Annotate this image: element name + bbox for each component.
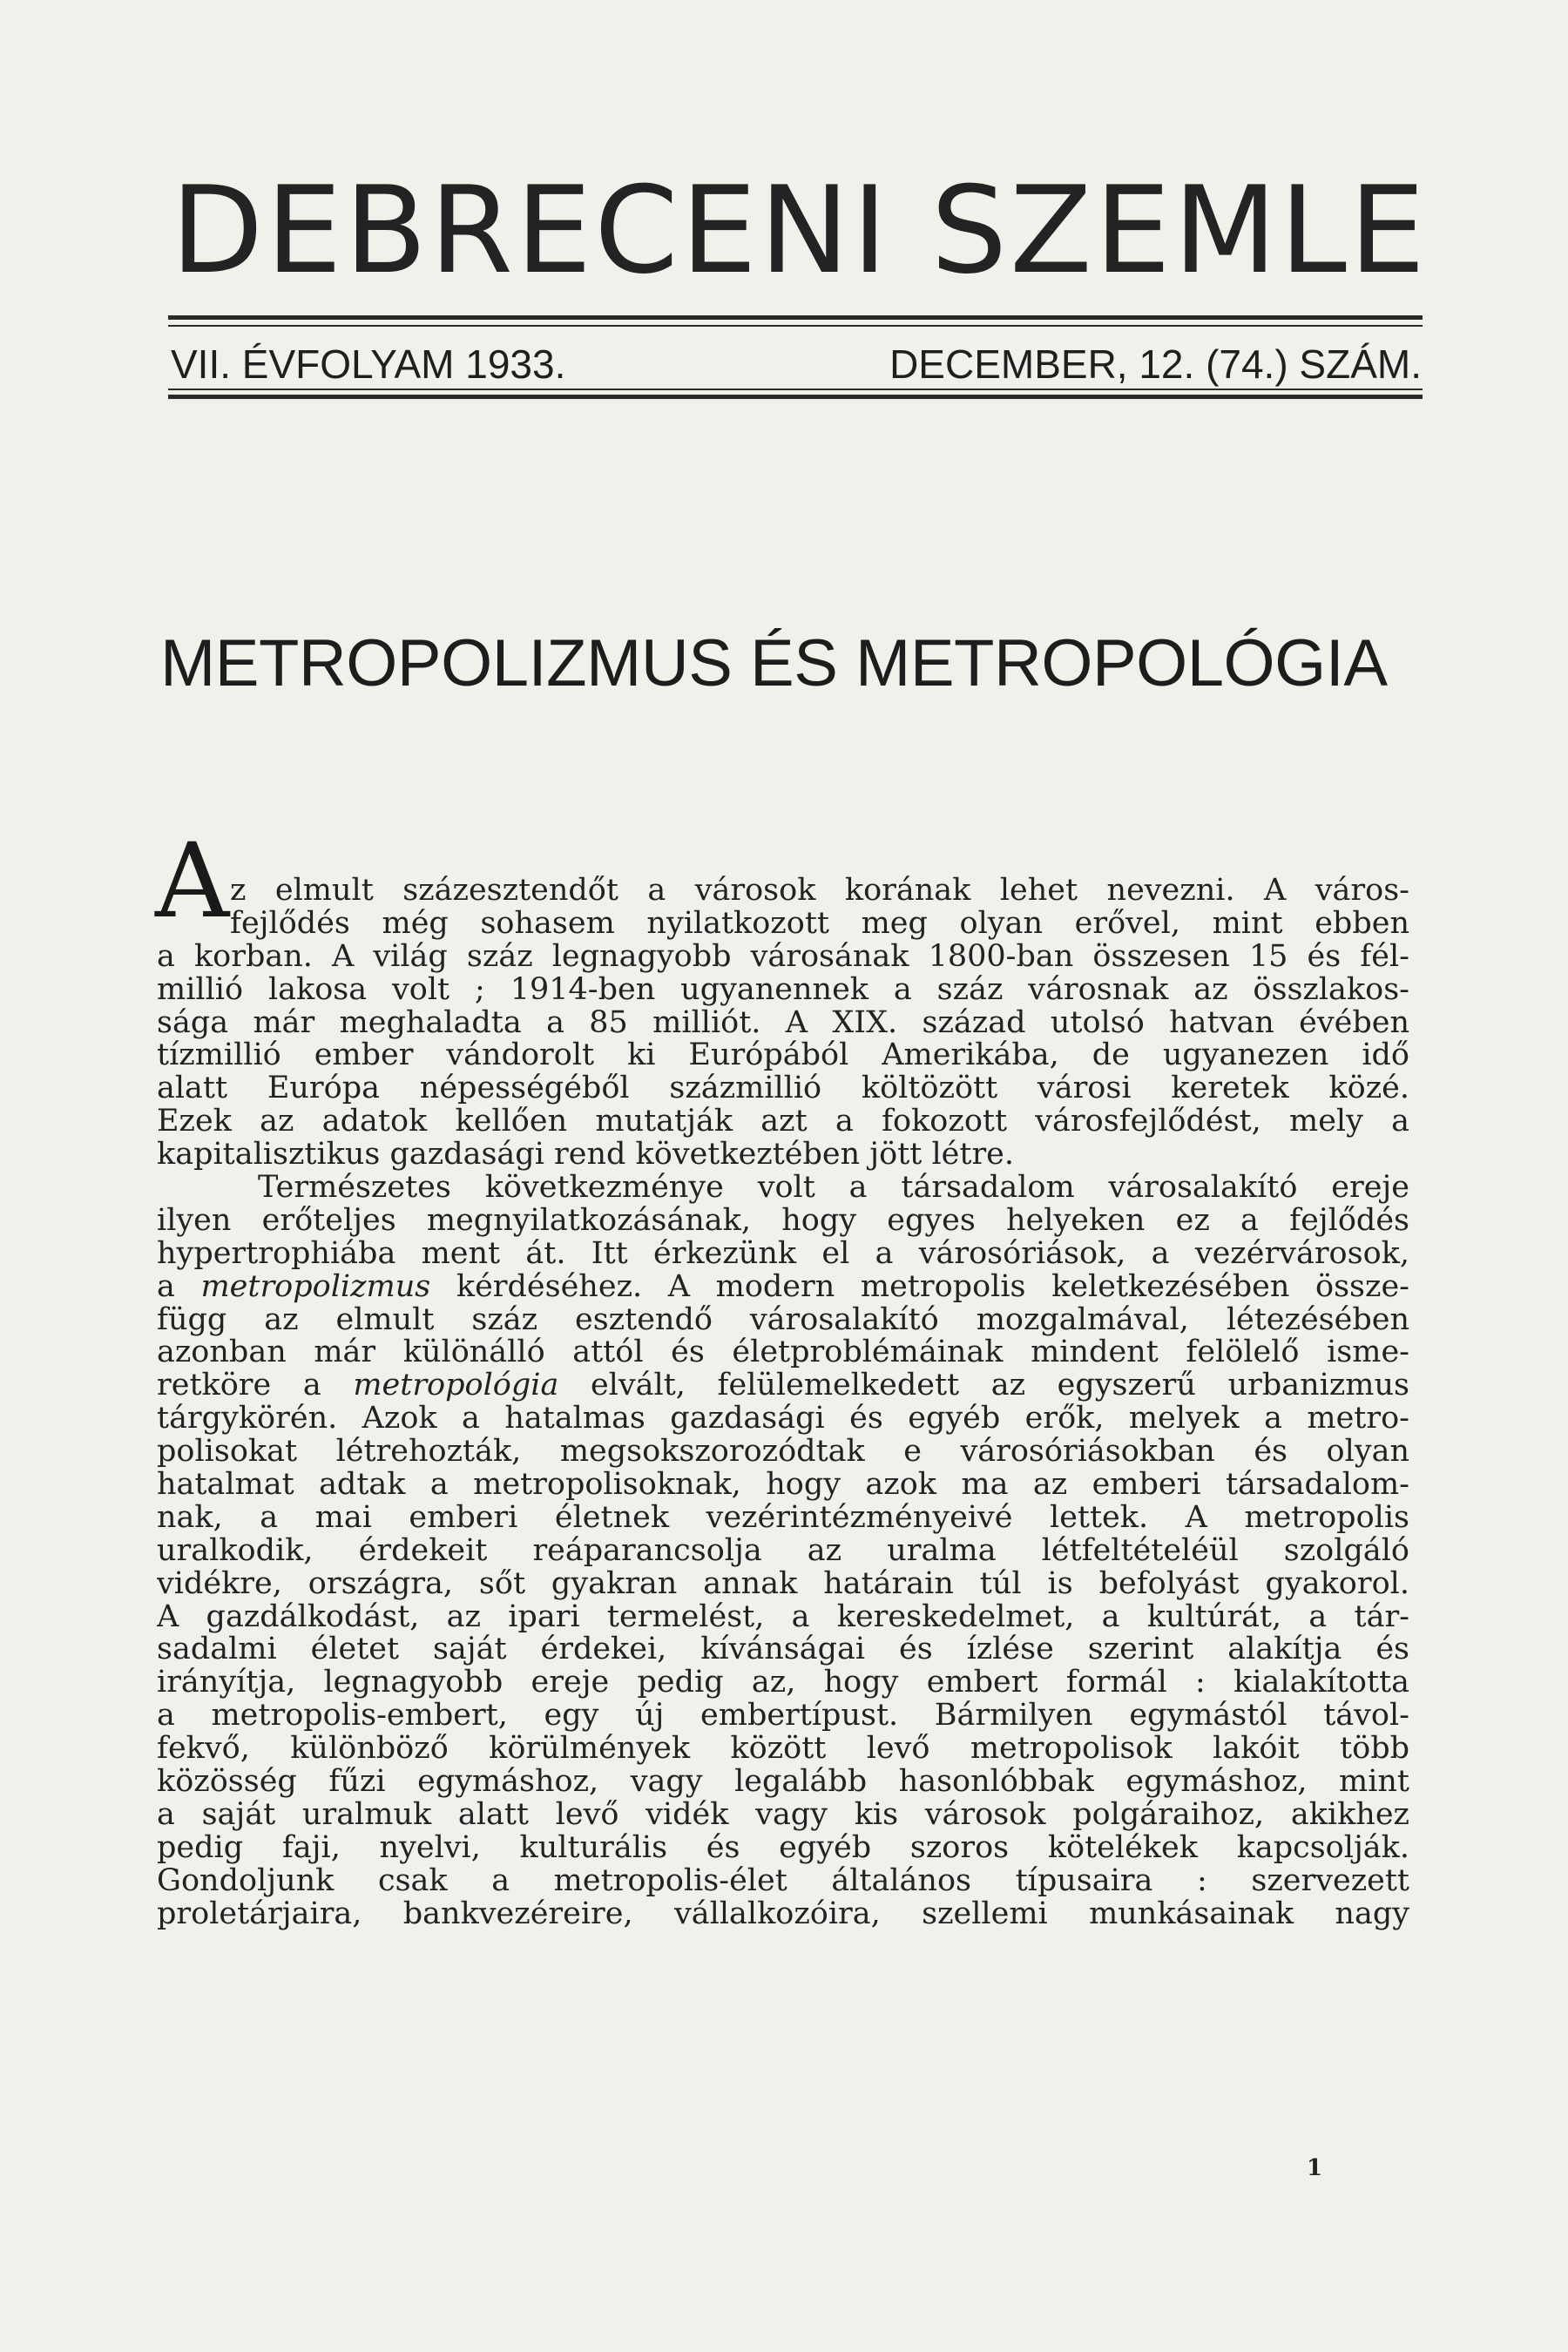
body-text-segment: tízmillió ember vándorolt ki Európából Amerikába, de ugyanezen idő [157, 1039, 1409, 1073]
body-text-segment: sága már meghaladta a 85 milliót. A XIX. század utolsó hatvan évében [157, 1006, 1409, 1040]
body-line [157, 1633, 1409, 1666]
body-line [157, 1766, 1409, 1799]
body-text-segment: A gazdálkodást, az ipari termelést, a kereskedelmet, a kultúrát, a tár- [157, 1600, 1409, 1634]
body-line [157, 1733, 1409, 1766]
body-line [157, 1666, 1409, 1700]
body-italic-term: metropolizmus [200, 1270, 431, 1304]
body-line [157, 1007, 1409, 1040]
body-line [157, 974, 1409, 1007]
body-line [157, 1304, 1409, 1337]
body-text-segment: tárgykörén. Azok a hatalmas gazdasági és egyéb erők, melyek a metro- [157, 1402, 1409, 1436]
article-title: METROPOLIZMUS ÉS METROPOLÓGIA [160, 626, 1388, 700]
masthead-rule-top-thin [168, 325, 1423, 327]
drop-cap: A [155, 821, 230, 941]
body-line [157, 1402, 1409, 1436]
body-line [157, 941, 1409, 974]
body-text-segment: proletárjaira, bankvezéreire, vállalkozóira, szellemi munkásainak nagy [157, 1897, 1409, 1931]
body-text-segment: nak, a mai emberi életnek vezérintézményeivé lettek. A metropolis [157, 1501, 1409, 1535]
body-line [157, 1799, 1409, 1832]
body-line [157, 1601, 1409, 1634]
body-text-segment: Gondoljunk csak a metropolis-élet általános típusaira : szervezett [157, 1864, 1409, 1898]
body-line [157, 1568, 1409, 1601]
body-text-segment: z elmult százesztendőt a városok korának lehet nevezni. A város- [230, 875, 1409, 908]
body-text-segment: a korban. A világ száz legnagyobb városának 1800-ban összesen 15 és fél- [157, 940, 1409, 974]
body-line [157, 1502, 1409, 1535]
body-text-segment: uralkodik, érdekeit reáparancsolja az uralma létfeltételéül szolgáló [157, 1534, 1409, 1568]
body-text-segment: a [157, 1270, 201, 1304]
body-text-segment: vidékre, országra, sőt gyakran annak határain túl is befolyást gyakorol. [157, 1567, 1409, 1601]
body-text-segment: fekvő, különböző körülmények között levő metropolisok lakóit több [157, 1733, 1409, 1767]
masthead-rule-top-thick [168, 315, 1423, 320]
body-line [157, 1205, 1409, 1238]
body-line [157, 1172, 1409, 1205]
body-line [157, 1436, 1409, 1469]
body-line [157, 1139, 1409, 1172]
body-line [157, 908, 1409, 941]
body-line [157, 1865, 1409, 1898]
body-text-segment: hatalmat adtak a metropolisoknak, hogy azok ma az emberi társadalom- [157, 1469, 1409, 1502]
volume-label: VII. ÉVFOLYAM 1933. [171, 341, 566, 387]
body-text-segment: irányítja, legnagyobb ereje pedig az, hogy embert formál : kialakította [157, 1666, 1409, 1700]
body-text-segment: Természetes következménye volt a társadalom városalakító ereje [258, 1172, 1409, 1205]
page-number: 1 [1307, 2155, 1323, 2181]
body-text-segment: alatt Európa népességéből százmillió költözött városi keretek közé. [157, 1072, 1409, 1106]
body-italic-term: metropológia [353, 1369, 559, 1403]
body-line [157, 1832, 1409, 1865]
journal-title: DEBRECENI SZEMLE [171, 160, 1429, 301]
issue-line [171, 341, 1422, 387]
body-text-segment: polisokat létrehozták, megsokszorozódtak e városóriásokban és olyan [157, 1436, 1409, 1470]
body-line [157, 875, 1409, 908]
masthead-rule-bottom-thin [168, 389, 1423, 390]
body-line [157, 1535, 1409, 1568]
body-text-segment: Ezek az adatok kellően mutatják azt a fokozott városfejlődést, mely a [157, 1105, 1409, 1139]
masthead-rule-bottom-thick [168, 395, 1423, 399]
body-text-segment: a saját uralmuk alatt levő vidék vagy kis városok polgáraihoz, akikhez [157, 1798, 1409, 1832]
body-line [157, 1469, 1409, 1502]
body-text-segment: millió lakosa volt ; 1914-ben ugyanennek a száz városnak az összlakos- [157, 973, 1409, 1007]
body-line [157, 1039, 1409, 1072]
body-text-segment: közösség fűzi egymáshoz, vagy legalább hasonlóbbak egymáshoz, mint [157, 1766, 1409, 1799]
body-text-segment: hypertrophiába ment át. Itt érkezünk el a városóriások, a vezérvárosok, [157, 1237, 1409, 1271]
body-line [157, 1369, 1409, 1402]
body-line [157, 1700, 1409, 1733]
body-text-segment: pedig faji, nyelvi, kulturális és egyéb szoros kötelékek kapcsolják. [157, 1831, 1409, 1865]
body-line [157, 1271, 1409, 1304]
body-text-segment: a metropolis-embert, egy új embertípust. Bármilyen egymástól távol- [157, 1700, 1409, 1734]
issue-label: DECEMBER, 12. (74.) SZÁM. [889, 341, 1422, 387]
article-body [157, 875, 1409, 1931]
body-line [157, 1898, 1409, 1931]
body-line [157, 1072, 1409, 1105]
body-text-segment: kapitalisztikus gazdasági rend következtében jött létre. [157, 1139, 1015, 1173]
body-line [157, 1336, 1409, 1369]
body-text-segment: azonban már különálló attól és életproblémáinak mindent felölelő isme- [157, 1336, 1409, 1370]
body-text-segment: ilyen erőteljes megnyilatkozásának, hogy egyes helyeken ez a fejlődés [157, 1204, 1409, 1238]
body-text-segment: kérdéséhez. A modern metropolis keletkezésében össze- [430, 1270, 1409, 1304]
body-text-segment: fejlődés még sohasem nyilatkozott meg olyan erővel, mint ebben [230, 907, 1409, 941]
body-text-segment: sadalmi életet saját érdekei, kívánságai és ízlése szerint alakítja és [157, 1633, 1409, 1667]
body-line [157, 1238, 1409, 1271]
body-text-segment: retköre a [157, 1369, 354, 1403]
body-text-segment: függ az elmult száz esztendő városalakító mozgalmával, létezésében [157, 1303, 1409, 1337]
body-line [157, 1105, 1409, 1139]
body-text-segment: elvált, felülemelkedett az egyszerű urbanizmus [558, 1369, 1409, 1403]
